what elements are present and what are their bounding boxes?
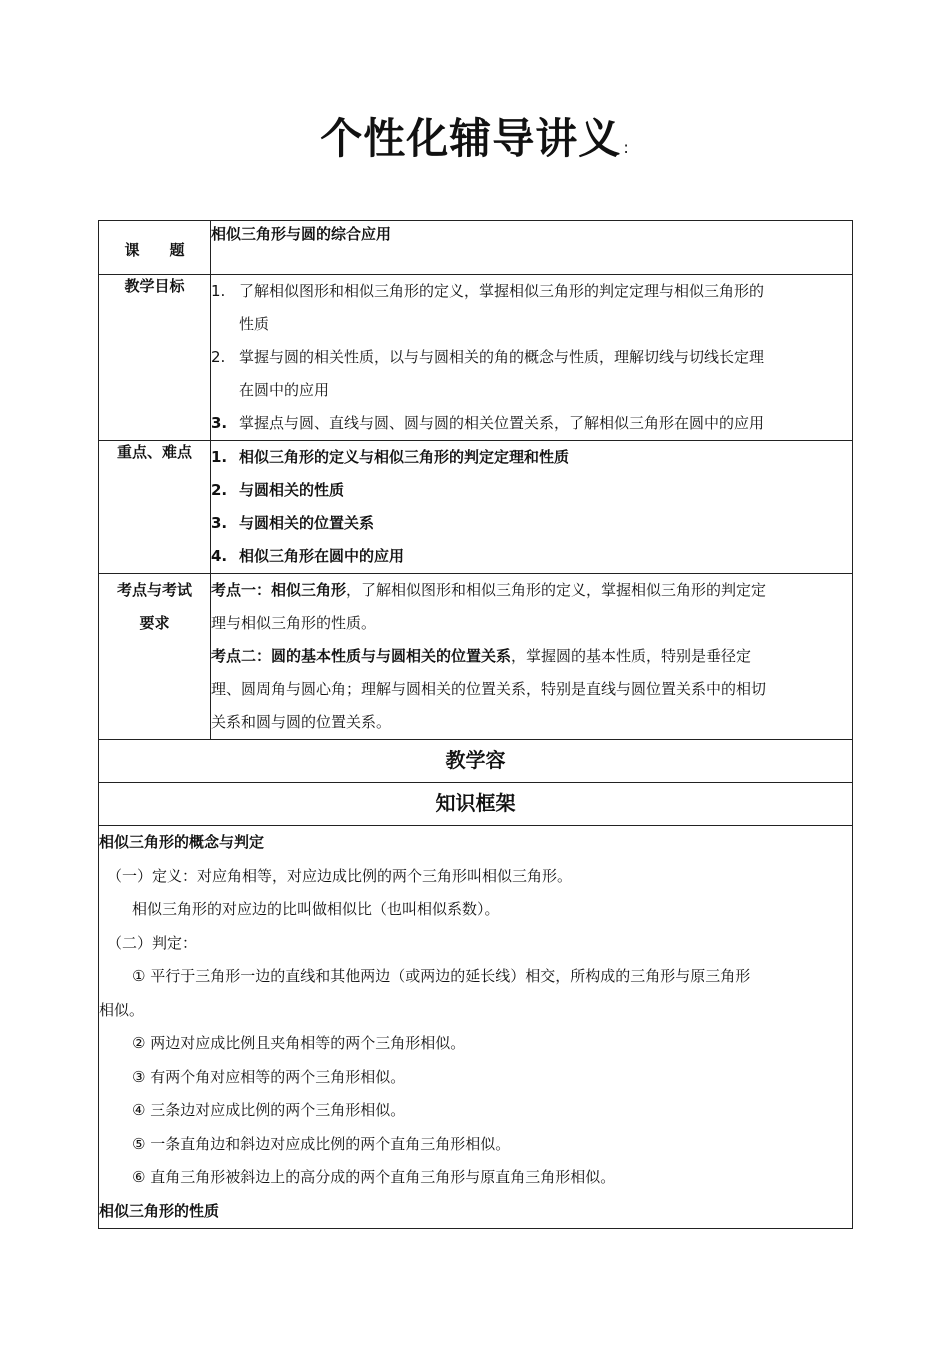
rule-item: ① 平行于三角形一边的直线和其他两边（或两边的延长线）相交，所构成的三角形与原三角形 <box>132 967 751 985</box>
exam-point2-text-end: 关系和圆与圆的位置关系。 <box>211 713 392 731</box>
exam-point1-text: ，了解相似图形和相似三角形的定义，掌握相似三角形的判定定 <box>346 581 767 599</box>
key-point-text: 相似三角形在圆中的应用 <box>239 547 405 565</box>
topic-row <box>99 221 853 275</box>
exam-content <box>211 574 853 740</box>
goal-item <box>211 407 852 440</box>
definition-text: （一）定义：对应角相等，对应边成比例的两个三角形叫相似三角形。 <box>107 866 573 885</box>
key-points-content <box>211 441 853 574</box>
goals-label: 教学目标 <box>99 275 211 441</box>
document-title <box>0 106 950 166</box>
section-heading-knowledge: 知识框架 <box>435 791 516 815</box>
knowledge-heading: 相似三角形的性质 <box>99 1201 220 1220</box>
rule-item: ⑥ 直角三角形被斜边上的高分成的两个直角三角形与原直角三角形相似。 <box>132 1168 616 1186</box>
section-heading-cell <box>99 783 853 826</box>
title-colon: : <box>623 138 630 157</box>
key-point-text: 与圆相关的位置关系 <box>239 514 375 532</box>
section-heading-row <box>99 740 853 783</box>
knowledge-content <box>99 826 853 1229</box>
rule-item: ③ 有两个角对应相等的两个三角形相似。 <box>132 1067 406 1086</box>
exam-label-line1: 考点与考试 <box>116 581 192 599</box>
key-point-num: 4. <box>211 547 228 565</box>
topic-label: 课 题 <box>124 241 185 259</box>
goal-text-cont: 在圆中的应用 <box>239 381 330 399</box>
key-point-num: 2. <box>211 481 228 499</box>
key-point-text: 相似三角形的定义与相似三角形的判定定理和性质 <box>239 448 570 466</box>
ratio-text: 相似三角形的对应边的比叫做相似比（也叫相似系数）。 <box>132 900 500 918</box>
goal-num: 2. <box>211 348 226 366</box>
key-point-num: 1. <box>211 448 228 466</box>
exam-point2-text: ，掌握圆的基本性质，特别是垂径定 <box>511 647 752 665</box>
exam-label-line2: 要求 <box>139 614 170 632</box>
exam-label <box>99 574 211 740</box>
topic-value-cell <box>211 221 853 275</box>
exam-point1-text-cont: 理与相似三角形的性质。 <box>211 614 377 632</box>
key-point-item <box>211 540 852 573</box>
goal-num: 1. <box>211 282 226 300</box>
exam-point2-title: 考点二：圆的基本性质与与圆相关的位置关系 <box>211 647 512 665</box>
key-point-item <box>211 474 852 507</box>
rule-item: ⑤ 一条直角边和斜边对应成比例的两个直角三角形相似。 <box>132 1134 511 1153</box>
goal-text: 掌握点与圆、直线与圆、圆与圆的相关位置关系，了解相似三角形在圆中的应用 <box>239 414 765 432</box>
title-text: 个性化辅导讲义 <box>320 114 622 163</box>
key-point-num: 3. <box>211 514 228 532</box>
goal-text: 掌握与圆的相关性质，以与与圆相关的角的概念与性质，理解切线与切线长定理 <box>239 348 765 366</box>
key-point-item <box>211 507 852 540</box>
goal-item <box>211 275 852 341</box>
knowledge-row <box>99 826 853 1229</box>
goal-item <box>211 341 852 407</box>
topic-value: 相似三角形与圆的综合应用 <box>211 225 392 243</box>
exam-point1-title: 考点一：相似三角形 <box>211 581 347 599</box>
lesson-table <box>98 220 853 1229</box>
goals-row <box>99 275 853 441</box>
knowledge-heading: 相似三角形的概念与判定 <box>99 833 265 851</box>
exam-row <box>99 574 853 740</box>
key-points-label: 重点、难点 <box>99 441 211 574</box>
rule-item: ④ 三条边对应成比例的两个三角形相似。 <box>132 1101 406 1119</box>
goal-num: 3. <box>211 414 228 432</box>
topic-label-cell <box>99 221 211 275</box>
goal-text: 了解相似图形和相似三角形的定义，掌握相似三角形的判定定理与相似三角形的 <box>239 282 765 300</box>
section-heading-row <box>99 783 853 826</box>
goal-text-cont: 性质 <box>239 315 270 333</box>
rule-item: ② 两边对应成比例且夹角相等的两个三角形相似。 <box>132 1034 466 1052</box>
goals-content <box>211 275 853 441</box>
exam-point2-text-cont: 理、圆周角与圆心角；理解与圆相关的位置关系，特别是直线与圆位置关系中的相切 <box>211 680 767 698</box>
key-point-item <box>211 441 852 474</box>
rule-item-cont: 相似。 <box>99 1000 145 1019</box>
key-point-text: 与圆相关的性质 <box>239 481 345 499</box>
section-heading-teaching: 教学容 <box>445 748 506 772</box>
section-heading-cell <box>99 740 853 783</box>
judgement-heading: （二）判定： <box>107 933 198 952</box>
key-points-row <box>99 441 853 574</box>
